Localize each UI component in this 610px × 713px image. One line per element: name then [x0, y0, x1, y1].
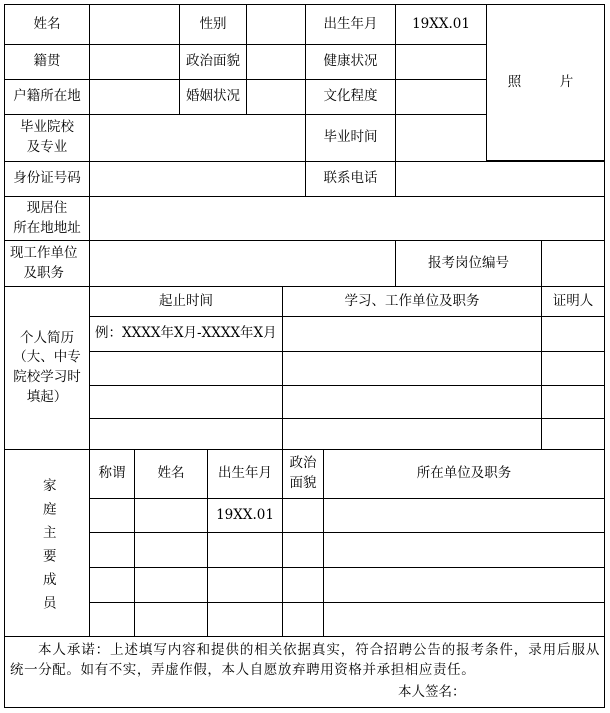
resume-row-2-witness[interactable]: [541, 351, 605, 386]
family-row-2-birth[interactable]: [207, 532, 283, 568]
address-field[interactable]: [89, 196, 605, 241]
resume-row-3-period[interactable]: [89, 385, 283, 419]
politics-field[interactable]: [246, 44, 306, 80]
resume-row-1-period[interactable]: 例：XXXX年X月-XXXX年X月: [89, 316, 283, 352]
hukou-label: 户籍所在地: [4, 79, 90, 115]
family-row-3-birth[interactable]: [207, 567, 283, 603]
family-row-3-name[interactable]: [134, 567, 208, 603]
name-label: 姓名: [4, 4, 90, 45]
position-code-label: 报考岗位编号: [395, 240, 542, 287]
family-row-2-name[interactable]: [134, 532, 208, 568]
family-header-relation: 称谓: [89, 449, 135, 499]
resume-header-period: 起止时间: [89, 286, 283, 317]
family-header-name: 姓名: [134, 449, 208, 499]
birth-field[interactable]: 19XX.01: [395, 4, 487, 45]
grad-time-label: 毕业时间: [305, 114, 396, 162]
resume-row-3-unit[interactable]: [282, 385, 542, 419]
photo-box[interactable]: 照 片: [486, 4, 605, 161]
health-label: 健康状况: [305, 44, 396, 80]
family-row-1-politics[interactable]: [282, 498, 324, 533]
marriage-field[interactable]: [246, 79, 306, 115]
id-field[interactable]: [89, 161, 306, 197]
grad-time-field[interactable]: [395, 114, 487, 162]
gender-field[interactable]: [246, 4, 306, 45]
gender-label: 性别: [179, 4, 247, 45]
resume-row-2-period[interactable]: [89, 351, 283, 386]
family-row-4-birth[interactable]: [207, 602, 283, 637]
family-row-4-unit[interactable]: [323, 602, 605, 637]
education-field[interactable]: [395, 79, 487, 115]
id-label: 身份证号码: [4, 161, 90, 197]
phone-label: 联系电话: [305, 161, 396, 197]
family-row-3-relation[interactable]: [89, 567, 135, 603]
family-row-2-politics[interactable]: [282, 532, 324, 568]
health-field[interactable]: [395, 44, 487, 80]
pledge-box: [4, 636, 605, 708]
birth-label: 出生年月: [305, 4, 396, 45]
education-label: 文化程度: [305, 79, 396, 115]
resume-row-1-unit[interactable]: [282, 316, 542, 352]
phone-field[interactable]: [395, 161, 605, 197]
family-row-1-unit[interactable]: [323, 498, 605, 533]
family-row-1-birth[interactable]: 19XX.01: [207, 498, 283, 533]
school-label: 毕业院校 及专业: [4, 114, 90, 162]
work-field[interactable]: [89, 240, 396, 287]
origin-label: 籍贯: [4, 44, 90, 80]
position-code-field[interactable]: [541, 240, 605, 287]
family-row-1-name[interactable]: [134, 498, 208, 533]
family-header-politics: 政治 面貌: [282, 449, 324, 499]
family-row-3-unit[interactable]: [323, 567, 605, 603]
family-row-2-unit[interactable]: [323, 532, 605, 568]
family-section-label: [4, 449, 90, 637]
school-field[interactable]: [89, 114, 306, 162]
family-row-4-name[interactable]: [134, 602, 208, 637]
resume-header-unit: 学习、工作单位及职务: [282, 286, 542, 317]
family-row-3-politics[interactable]: [282, 567, 324, 603]
address-label: 现居住 所在地地址: [4, 196, 90, 241]
resume-row-3-witness[interactable]: [541, 385, 605, 419]
family-row-1-relation[interactable]: [89, 498, 135, 533]
resume-row-1-witness[interactable]: [541, 316, 605, 352]
resume-header-witness: 证明人: [541, 286, 605, 317]
origin-field[interactable]: [89, 44, 180, 80]
family-row-4-relation[interactable]: [89, 602, 135, 637]
resume-row-4-witness[interactable]: [541, 418, 605, 450]
resume-row-4-period[interactable]: [89, 418, 283, 450]
marriage-label: 婚姻状况: [179, 79, 247, 115]
family-header-unit: 所在单位及职务: [323, 449, 605, 499]
politics-label: 政治面貌: [179, 44, 247, 80]
resume-row-2-unit[interactable]: [282, 351, 542, 386]
work-label: 现工作单位 及职务: [4, 240, 90, 287]
resume-row-4-unit[interactable]: [282, 418, 542, 450]
pledge-text: 本人承诺：上述填写内容和提供的相关依据真实，符合招聘公告的报考条件，录用后服从统一分配。如有不实，弄虚作假，本人自愿放弃聘用资格并承担相应责任。: [10, 642, 600, 678]
family-section-label-text: 家庭主要成员: [39, 477, 56, 619]
signature-label: 本人签名：: [398, 684, 466, 700]
registration-form: [4, 4, 605, 708]
family-row-2-relation[interactable]: [89, 532, 135, 568]
family-row-4-politics[interactable]: [282, 602, 324, 637]
family-header-birth: 出生年月: [207, 449, 283, 499]
hukou-field[interactable]: [89, 79, 180, 115]
name-field[interactable]: [89, 4, 180, 45]
resume-section-label: 个人简历 （大、中专 院校学习时 填起）: [4, 286, 90, 450]
